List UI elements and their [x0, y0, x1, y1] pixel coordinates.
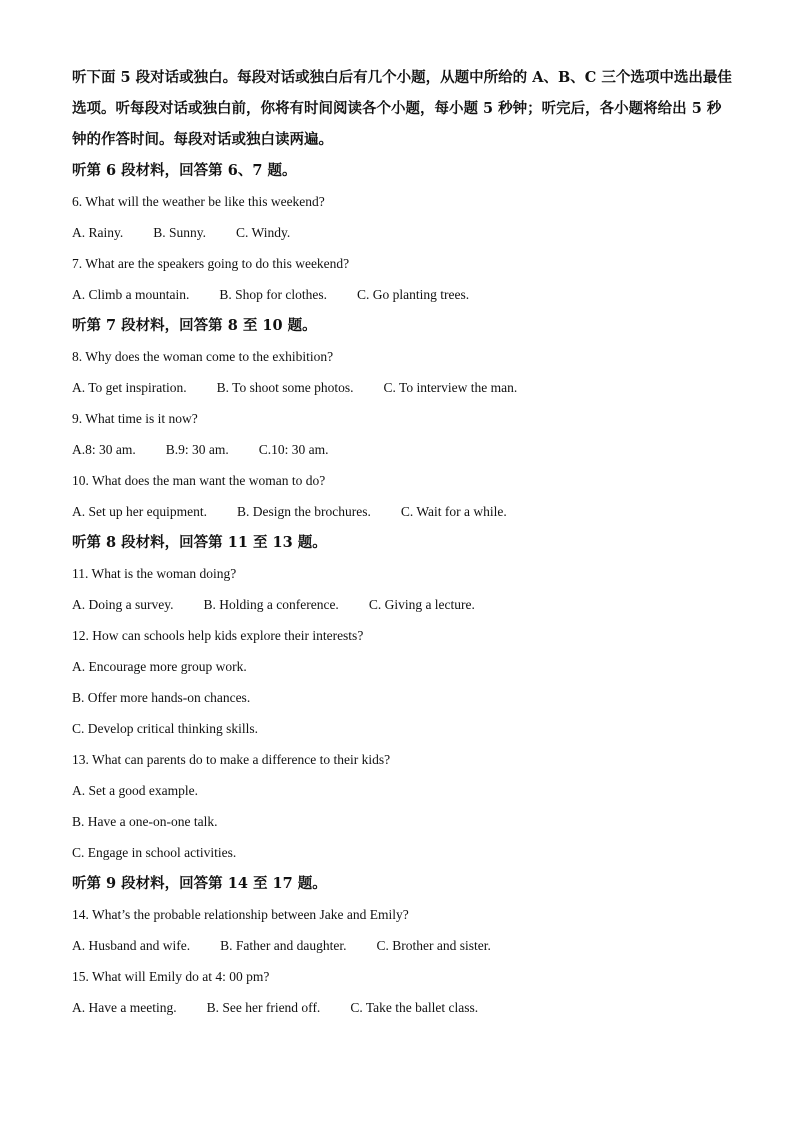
question-text: 14. What’s the probable relationship between Jake and Emily? — [72, 907, 409, 922]
instructions: 听下面 5 段对话或独白。每段对话或独白后有几个小题，从题中所给的 A、B、C 三个选项中选出最佳选项。听每段对话或独白前，你将有时间阅读各个小题，每小题 5 秒钟；听完后，各小题将给出 5 秒钟的作答时间。每段对话或独白读两遍。 — [72, 69, 732, 148]
options-row — [72, 930, 732, 961]
option-b: B. Have a one-on-one talk. — [72, 814, 218, 829]
question-text: 9. What time is it now? — [72, 411, 198, 426]
option-b: B. Father and daughter. — [220, 938, 347, 953]
options-row — [72, 589, 732, 620]
section-heading: 听第 8 段材料，回答第 11 至 13 题。 — [72, 534, 327, 551]
options-row — [72, 496, 732, 527]
option-c: C. Go planting trees. — [357, 287, 470, 302]
options-row — [72, 372, 732, 403]
option-a: A. Husband and wife. — [72, 938, 191, 953]
option-a: A. Doing a survey. — [72, 597, 174, 612]
question-text: 10. What does the man want the woman to do? — [72, 473, 326, 488]
option-b: B. Sunny. — [153, 225, 207, 240]
options-row — [72, 992, 732, 1023]
option-a: A.8: 30 am. — [72, 442, 136, 457]
option-c: C. Windy. — [236, 225, 291, 240]
section-heading: 听第 6 段材料，回答第 6、7 题。 — [72, 162, 297, 179]
option-c: C. Wait for a while. — [400, 504, 507, 519]
question-text: 7. What are the speakers going to do this weekend? — [72, 256, 350, 271]
question-text: 6. What will the weather be like this weekend? — [72, 194, 325, 209]
option-b: B. See her friend off. — [206, 1000, 321, 1015]
question-text: 13. What can parents do to make a difference to their kids? — [72, 752, 391, 767]
question-text: 8. Why does the woman come to the exhibition? — [72, 349, 334, 364]
option-c: C. Brother and sister. — [376, 938, 491, 953]
option-b: B. Offer more hands-on chances. — [72, 690, 251, 705]
options-row — [72, 434, 732, 465]
option-c: C.10: 30 am. — [258, 442, 329, 457]
option-a: A. To get inspiration. — [72, 380, 187, 395]
option-a: A. Rainy. — [72, 225, 124, 240]
option-b: B. Shop for clothes. — [219, 287, 327, 302]
option-c: C. Giving a lecture. — [368, 597, 475, 612]
option-b: B. Design the brochures. — [236, 504, 371, 519]
section-heading: 听第 7 段材料，回答第 8 至 10 题。 — [72, 317, 317, 334]
question-text: 12. How can schools help kids explore their interests? — [72, 628, 364, 643]
options-row — [72, 217, 732, 248]
options-row — [72, 279, 732, 310]
option-a: A. Set a good example. — [72, 783, 198, 798]
option-c: C. Take the ballet class. — [350, 1000, 479, 1015]
option-a: A. Have a meeting. — [72, 1000, 177, 1015]
option-a: A. Encourage more group work. — [72, 659, 247, 674]
question-text: 15. What will Emily do at 4: 00 pm? — [72, 969, 270, 984]
section-heading: 听第 9 段材料，回答第 14 至 17 题。 — [72, 875, 327, 892]
option-c: C. Engage in school activities. — [72, 845, 237, 860]
option-b: B.9: 30 am. — [165, 442, 229, 457]
option-a: A. Climb a mountain. — [72, 287, 190, 302]
exam-page — [72, 62, 732, 1023]
option-c: C. To interview the man. — [383, 380, 518, 395]
option-a: A. Set up her equipment. — [72, 504, 207, 519]
question-text: 11. What is the woman doing? — [72, 566, 237, 581]
option-b: B. To shoot some photos. — [216, 380, 354, 395]
option-b: B. Holding a conference. — [203, 597, 339, 612]
option-c: C. Develop critical thinking skills. — [72, 721, 258, 736]
